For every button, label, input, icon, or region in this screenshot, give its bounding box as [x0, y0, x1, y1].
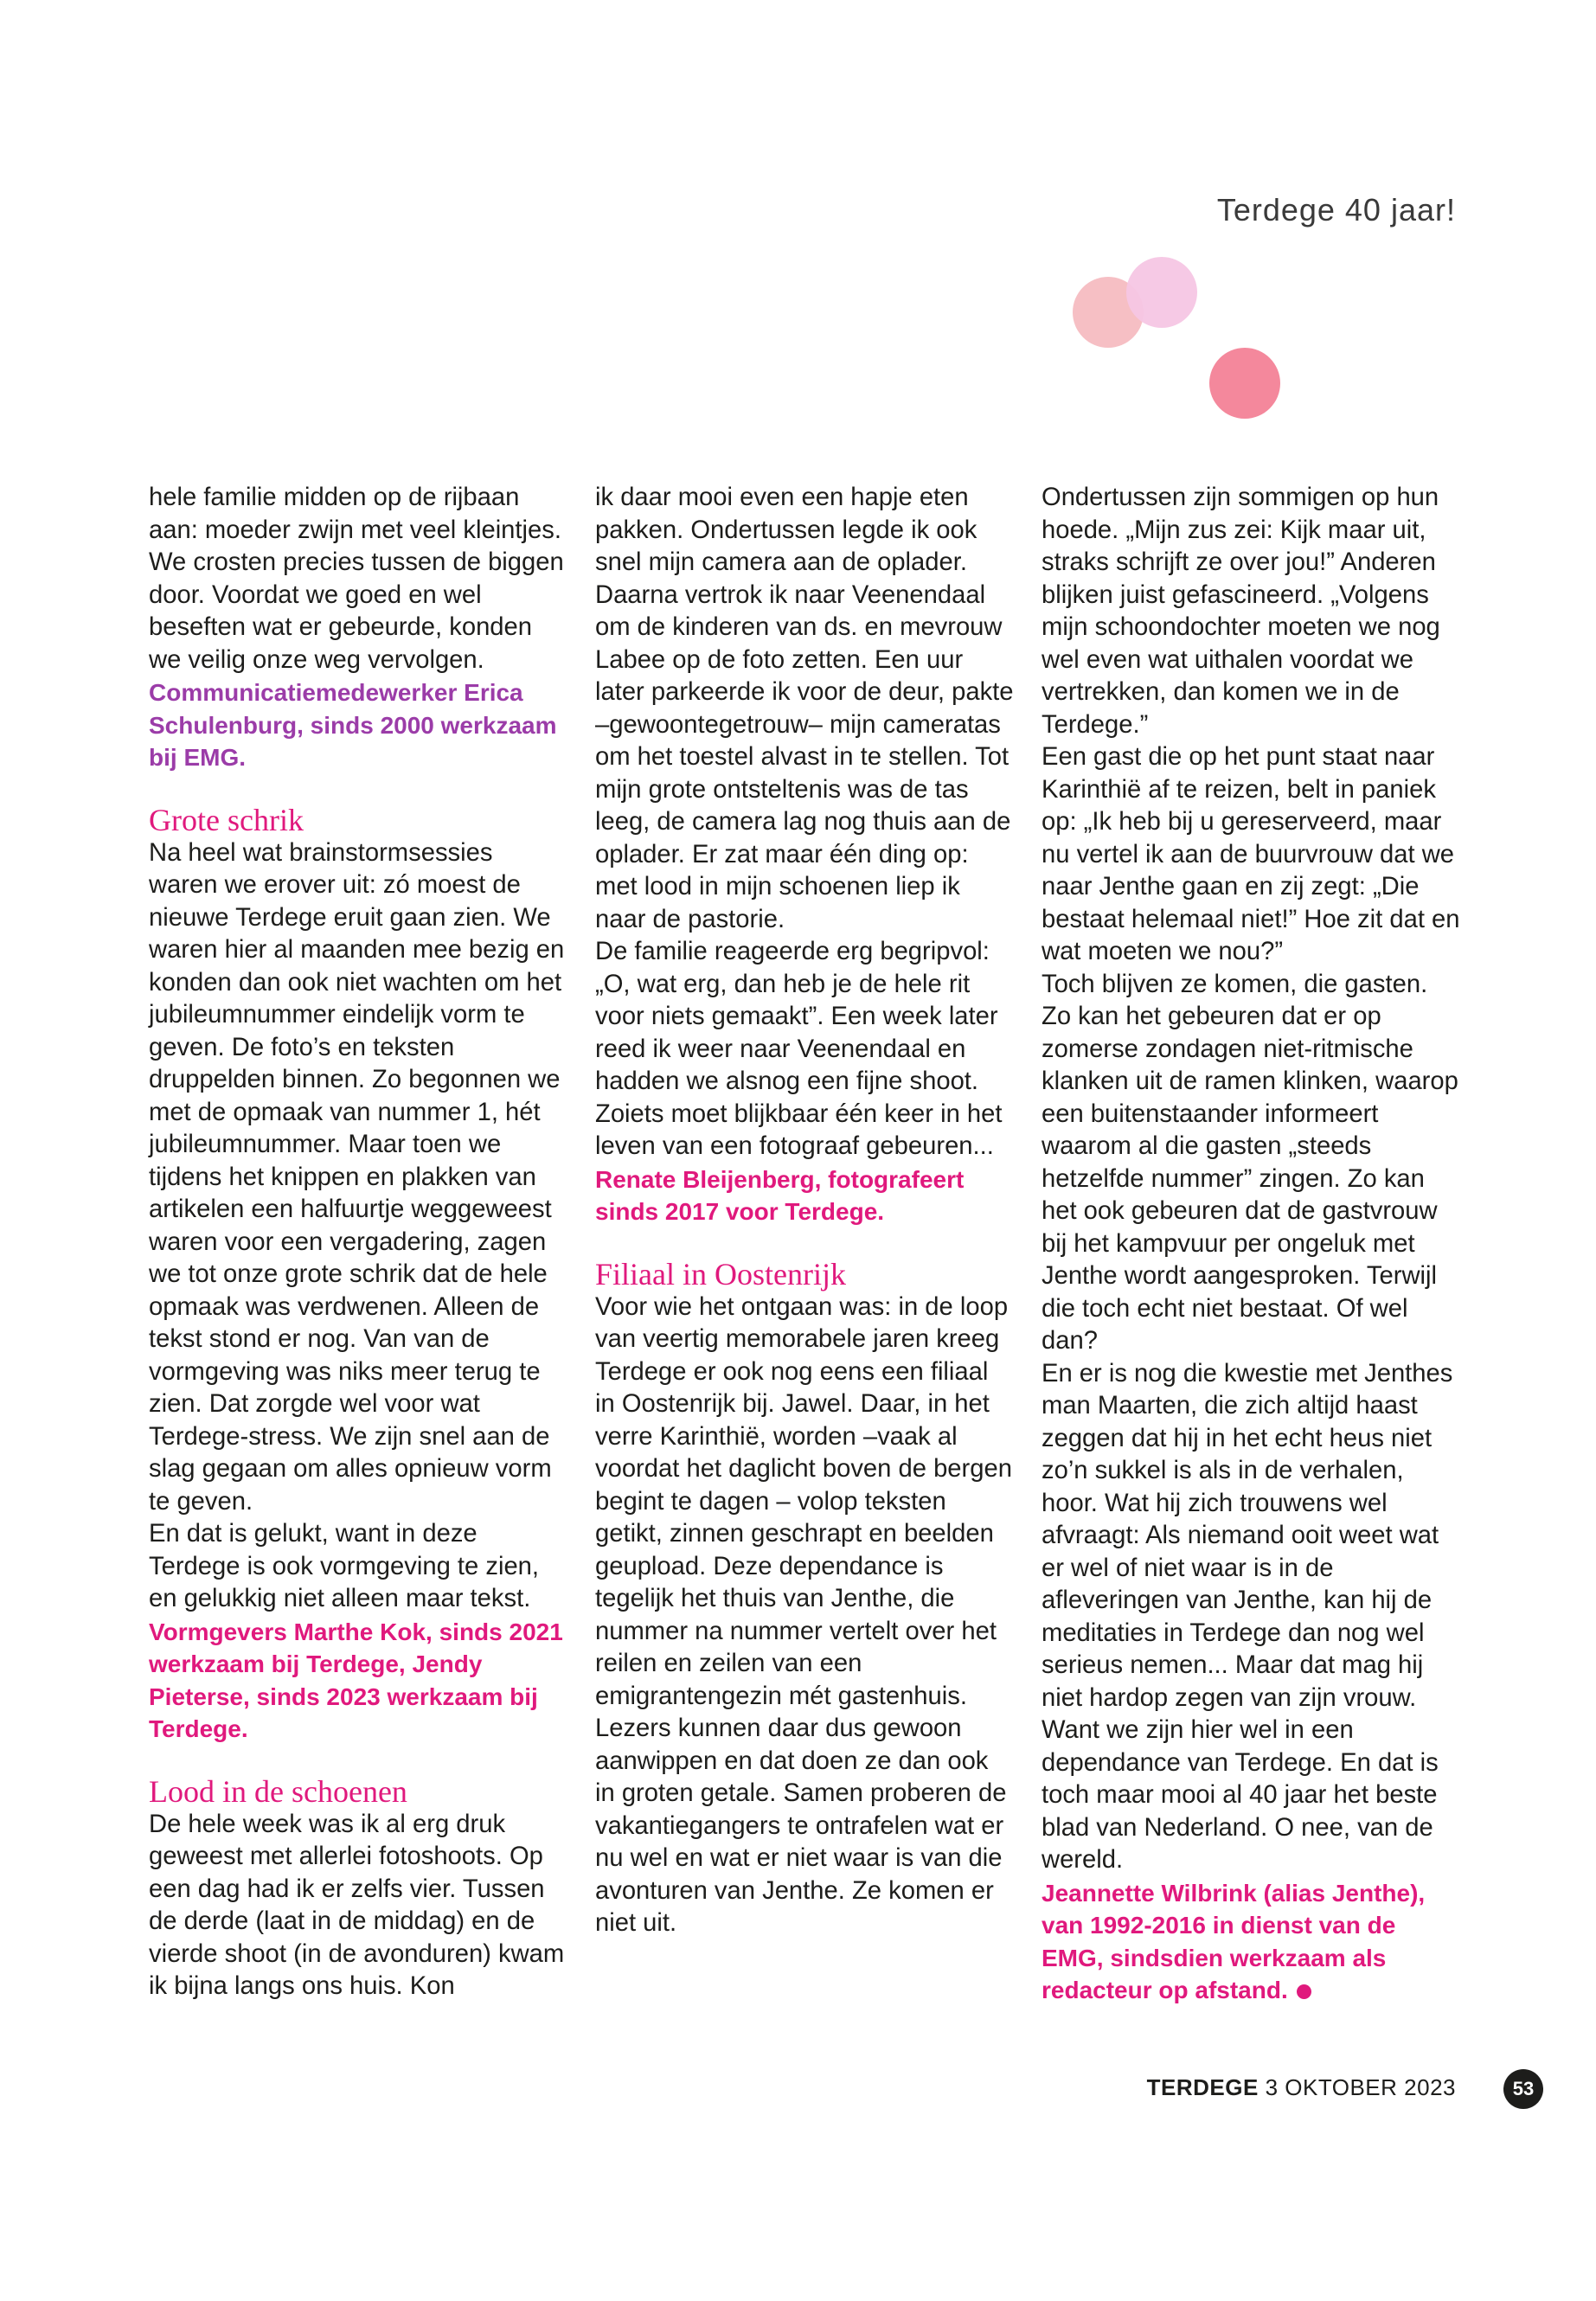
body-paragraph: En dat is gelukt, want in deze Terdege is ook vormgeving te zien, en gelukkig niet alleen maar tekst.	[149, 1520, 540, 1612]
body-paragraph: En er is nog die kwestie met Jenthes man Maarten, die zich altijd haast zeggen dat hij in het echt heus niet zo’n sukkel is als in de verhalen, hoor. Wat hij zich trouwens wel afvraagt: Als niemand ooit weet wat er wel of niet waar is in de afleveringen van Jenthe, kan hij de meditaties in Terdege dan nog wel serieus nemen... Maar dat mag hij niet hardop zegen van zijn vrouw. Want we zijn hier wel in een dependance van Terdege. En dat is toch maar mooi al 40 jaar het beste blad van Nederland. O nee, van de wereld.	[1042, 1359, 1453, 1874]
body-paragraph: De hele week was ik al erg druk geweest met allerlei fotoshoots. Op een dag had ik er zelfs vier. Tussen de derde (laat in de middag) en de vierde shoot (in de avonduren) kwam ik bijna langs ons huis. Kon	[149, 1810, 565, 2000]
author-credit: Communicatiemedewerker Erica Schulenburg, sinds 2000 werkzaam bij EMG.	[149, 679, 557, 771]
subheading: Lood in de schoenen	[149, 1773, 407, 1809]
author-credit: Vormgevers Marthe Kok, sinds 2021 werkzaam bij Terdege, Jendy Pieterse, sinds 2023 werkzaam bij Terdege.	[149, 1618, 563, 1742]
body-paragraph: Na heel wat brainstormsessies waren we erover uit: zó moest de nieuwe Terdege eruit gaan zien. We waren hier al maanden mee bezig en konden dan ook niet wachten om het jubileumnummer eindelijk vorm te geven. De foto’s en teksten druppelden binnen. Zo begonnen we met de opmaak van nummer 1, hét jubileumnummer. Maar toen we tijdens het knippen en plakken van artikelen een halfuurtje weggeweest waren voor een vergadering, zagen we tot onze grote schrik dat de hele opmaak was verdwenen. Alleen de tekst stond er nog. Van van de vormgeving was niks meer terug te zien. Dat zorgde wel voor wat Terdege-stress. We zijn snel aan de slag gegaan om alles opnieuw vorm te geven.	[149, 838, 565, 1516]
body-paragraph: De familie reageerde erg begripvol: „O, wat erg, dan heb je de hele rit voor niets gemaakt”. Een week later reed ik weer naar Veenendaal en hadden we alsnog een fijne shoot. Zoiets moet blijkbaar één keer in het leven van een fotograaf gebeuren...	[595, 938, 1003, 1160]
body-paragraph: ik daar mooi even een hapje eten pakken. Ondertussen legde ik ook snel mijn camera aan de oplader. Daarna vertrok ik naar Veenendaal om de kinderen van ds. en mevrouw Labee op de foto zetten. Een uur later parkeerde ik voor de deur, pakte –gewoontegetrouw– mijn cameratas om het toestel alvast in te stellen. Tot mijn grote ontsteltenis was de tas leeg, de camera lag nog thuis aan de oplader. Er zat maar één ding op: met lood in mijn schoenen liep ik naar de pastorie.	[595, 484, 1014, 933]
body-paragraph: Toch blijven ze komen, die gasten. Zo kan het gebeuren dat er op zomerse zondagen niet-ritmische klanken uit de ramen klinken, waarop een buitenstaander informeert waarom al die gasten „steeds hetzelfde nummer” zingen. Zo kan het ook gebeuren dat de gastvrouw bij het kampvuur per ongeluk met Jenthe wordt aangesproken. Terwijl die toch echt niet bestaat. Of wel dan?	[1042, 970, 1458, 1355]
body-paragraph: Ondertussen zijn sommigen op hun hoede. „Mijn zus zei: Kijk maar uit, straks schrijft ze over jou!” Anderen blijken juist gefascineerd. „Volgens mijn schoondochter moeten we nog wel even wat uithalen voordat we vertrekken, dan komen we in de Terdege.”	[1042, 484, 1440, 739]
author-credit-final	[1042, 1877, 1461, 2007]
author-credit: Renate Bleijenberg, fotografeert sinds 2017 voor Terdege.	[595, 1165, 965, 1225]
decorative-dot-rose	[1209, 348, 1280, 419]
article-column-1	[149, 482, 568, 2003]
end-of-article-dot-icon	[1297, 1984, 1311, 1999]
body-paragraph: Voor wie het ontgaan was: in de loop van veertig memorabele jaren kreeg Terdege er ook nog eens een filiaal in Oostenrijk bij. Jawel. Daar, in het verre Karinthië, worden –vaak al voordat het daglicht boven de bergen begint te dagen – volop teksten getikt, zinnen geschrapt en beelden geupload. Deze dependance is tegelijk het thuis van Jenthe, die nummer na nummer vertelt over het reilen en zeilen van een emigrantengezin mét gastenhuis. Lezers kunnen daar dus gewoon aanwippen en dat doen ze dan ook in groten getale. Samen proberen de vakantiegangers te ontrafelen wat er nu wel en wat er niet waar is van die avonturen van Jenthe. Ze komen er niet uit.	[595, 1292, 1012, 1937]
decorative-dot-lilac	[1126, 257, 1197, 328]
page-number-badge: 53	[1503, 2069, 1543, 2109]
subheading: Filiaal in Oostenrijk	[595, 1256, 846, 1292]
article-column-2	[595, 482, 1015, 1940]
page-footer	[1147, 2074, 1456, 2101]
body-paragraph: hele familie midden op de rijbaan aan: moeder zwijn met veel kleintjes. We crosten precies tussen de biggen door. Voordat we goed en wel beseften wat er gebeurde, konden we veilig onze weg vervolgen.	[149, 484, 564, 674]
subheading: Grote schrik	[149, 802, 304, 837]
footer-date: 3 OKTOBER 2023	[1265, 2074, 1456, 2100]
body-paragraph: Een gast die op het punt staat naar Karinthië af te reizen, belt in paniek op: „Ik heb bij u gereserveerd, maar nu vertel ik aan de buurvrouw dat we naar Jenthe gaan en zij zegt: „Die bestaat helemaal niet!” Hoe zit dat en wat moeten we nou?”	[1042, 743, 1460, 965]
footer-brand: TERDEGE	[1146, 2074, 1259, 2100]
article-column-3	[1042, 482, 1461, 2007]
section-title: Terdege 40 jaar!	[1216, 192, 1456, 228]
author-credit-text: Jeannette Wilbrink (alias Jenthe), van 1992-2016 in dienst van de EMG, sindsdien werkzaam als redacteur op afstand.	[1042, 1879, 1426, 2003]
